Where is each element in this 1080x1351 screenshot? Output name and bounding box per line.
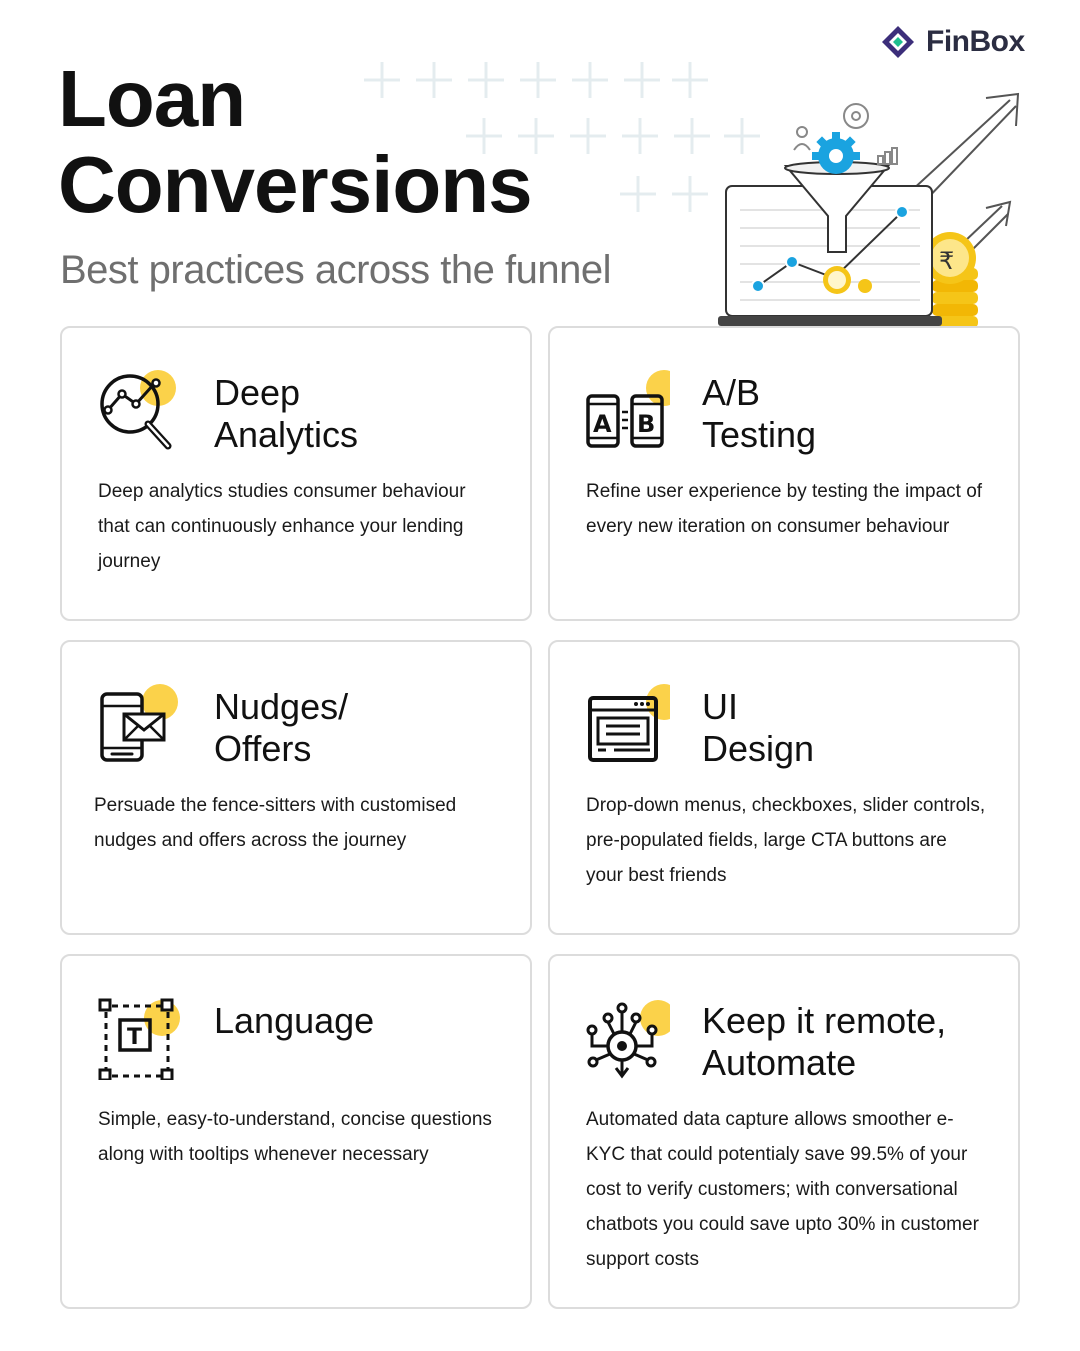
card-title — [214, 1000, 374, 1042]
card-title-line-2: Design — [702, 728, 815, 769]
card-title-line-2: Analytics — [214, 414, 359, 455]
card-ab-testing — [548, 326, 1020, 621]
browser-window-icon — [584, 680, 670, 766]
card-body: Refine user experience by testing the impact of every new iteration on consumer behaviour — [586, 481, 983, 537]
card-nudges-offers — [60, 640, 532, 935]
card-title-line-2: Automate — [702, 1042, 857, 1083]
coin-currency-symbol: ₹ — [939, 247, 955, 275]
card-title-line-1: Keep it remote, — [702, 1000, 947, 1041]
card-title — [702, 372, 816, 456]
title-line-2: Conversions — [58, 140, 532, 229]
funnel-analytics-laptop-icon — [710, 92, 1030, 332]
card-ui-design — [548, 640, 1020, 935]
card-title-line-2: Testing — [702, 414, 817, 455]
card-title-line-1: Nudges/ — [214, 686, 349, 727]
svg-text:B: B — [637, 410, 656, 438]
card-title — [214, 686, 348, 770]
card-keep-remote-automate — [548, 954, 1020, 1309]
title-line-1: Loan — [58, 54, 246, 143]
phone-envelope-icon — [96, 680, 182, 766]
analytics-magnifier-icon — [96, 366, 182, 452]
finbox-diamond-logo-icon — [880, 24, 916, 60]
card-title-line-1: Deep — [214, 372, 301, 413]
automation-circuit-icon — [584, 994, 670, 1080]
card-title-line-1: A/B — [702, 372, 761, 413]
text-tool-icon — [96, 994, 182, 1080]
card-title — [702, 1000, 946, 1084]
card-body: Simple, easy-to-understand, concise questions along with tooltips whenever necessary — [98, 1109, 492, 1165]
page-title — [58, 56, 532, 228]
ab-testing-phones-icon — [584, 366, 670, 452]
card-body: Automated data capture allows smoother e-KYC that could potentialy save 99.5% of your cost to verify customers; with conversational chatbots you could save upto 30% in customer support costs — [586, 1109, 979, 1270]
brand-name: FinBox — [926, 25, 1025, 58]
brand — [880, 24, 1025, 60]
page-subtitle: Best practices across the funnel — [60, 248, 611, 292]
card-body: Persuade the fence-sitters with customised nudges and offers across the journey — [94, 795, 457, 851]
card-deep-analytics — [60, 326, 532, 621]
card-title-line-2: Language — [214, 1000, 375, 1041]
svg-text:A: A — [593, 410, 612, 438]
svg-text:T: T — [127, 1025, 143, 1050]
card-language — [60, 954, 532, 1309]
card-title-line-1: UI — [702, 686, 738, 727]
card-title — [214, 372, 358, 456]
card-body: Drop-down menus, checkboxes, slider controls, pre-populated fields, large CTA buttons are your best friends — [586, 795, 986, 886]
card-body: Deep analytics studies consumer behaviour that can continuously enhance your lending journey — [98, 481, 466, 572]
card-title — [702, 686, 814, 770]
card-title-line-2: Offers — [214, 728, 312, 769]
